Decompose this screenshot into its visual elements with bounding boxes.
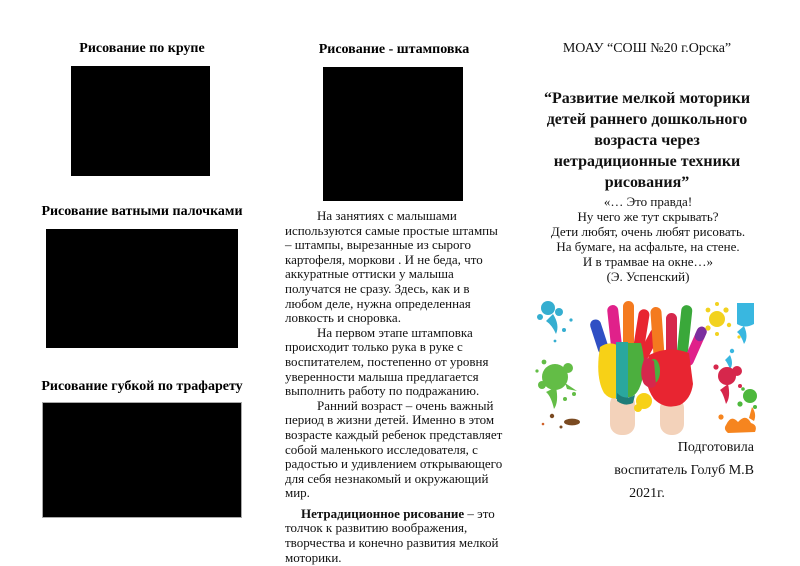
- poem-line: Ну чего же тут скрывать?: [577, 209, 719, 224]
- footer-year: 2021г.: [629, 486, 665, 501]
- poem-line: На бумаге, на асфальте, на стене.: [556, 239, 740, 254]
- footer-prepared-label: Подготовила: [677, 440, 754, 455]
- body-text-block: [285, 209, 507, 565]
- section-heading-stamping: Рисование - штамповка: [318, 42, 470, 57]
- section-heading-grain: Рисование по крупе: [79, 41, 205, 56]
- school-name: МОАУ “СОШ №20 г.Орска”: [562, 41, 732, 56]
- poem-author: (Э. Успенский): [606, 269, 690, 284]
- body-paragraph-4: [285, 507, 507, 565]
- body-paragraph-2: На первом этапе штамповка происходит только рука в руке с воспитателем, постепенно от уровня уверенности малыша предлагается выполнить работу по подражанию.: [285, 324, 489, 399]
- body-paragraph-3: Ранний возраст – очень важный период в жизни детей. Именно в этом возрасте каждый ребенок представляет собой маленького исследователя, с радостью и удивлением открывающего для себя незнакомый и окружающий мир.: [285, 397, 503, 501]
- poem-line: И в трамвае на окне…»: [582, 254, 714, 269]
- painted-hands-image: [531, 297, 757, 435]
- nontraditional-drawing-definition: – это толчок к развитию воображения, творчества и конечно развития мелкой моторики.: [285, 505, 499, 565]
- photo-placeholder-stamping: [323, 67, 463, 201]
- photo-placeholder-grain: [71, 66, 210, 176]
- section-heading-sponge-stencil: Рисование губкой по трафарету: [41, 379, 243, 394]
- photo-placeholder-sponge-stencil: [42, 402, 242, 518]
- epigraph-poem: [528, 194, 768, 284]
- footer-author: воспитатель Голуб М.В: [614, 463, 754, 478]
- poem-line: «… Это правда!: [603, 194, 693, 209]
- nontraditional-drawing-term: Нетрадиционное рисование: [301, 505, 465, 521]
- poem-line: Дети любят, очень любят рисовать.: [550, 224, 746, 239]
- body-paragraph-1: На занятиях с малышами используются самые простые штампы – штампы, вырезанные из сырого картофеля, моркови . И не беда, что аккуратные оттиски у малыша получатся не сразу. Здесь, как и в любом деле, нужна определенная ловкость и сноровка.: [285, 208, 498, 326]
- photo-placeholder-cotton-swabs: [46, 229, 238, 348]
- brochure-title: “Развитие мелкой моторики детей раннего дошкольного возраста через нетрадиционные техники рисования”: [543, 90, 751, 191]
- section-heading-cotton-swabs: Рисование ватными палочками: [41, 204, 243, 219]
